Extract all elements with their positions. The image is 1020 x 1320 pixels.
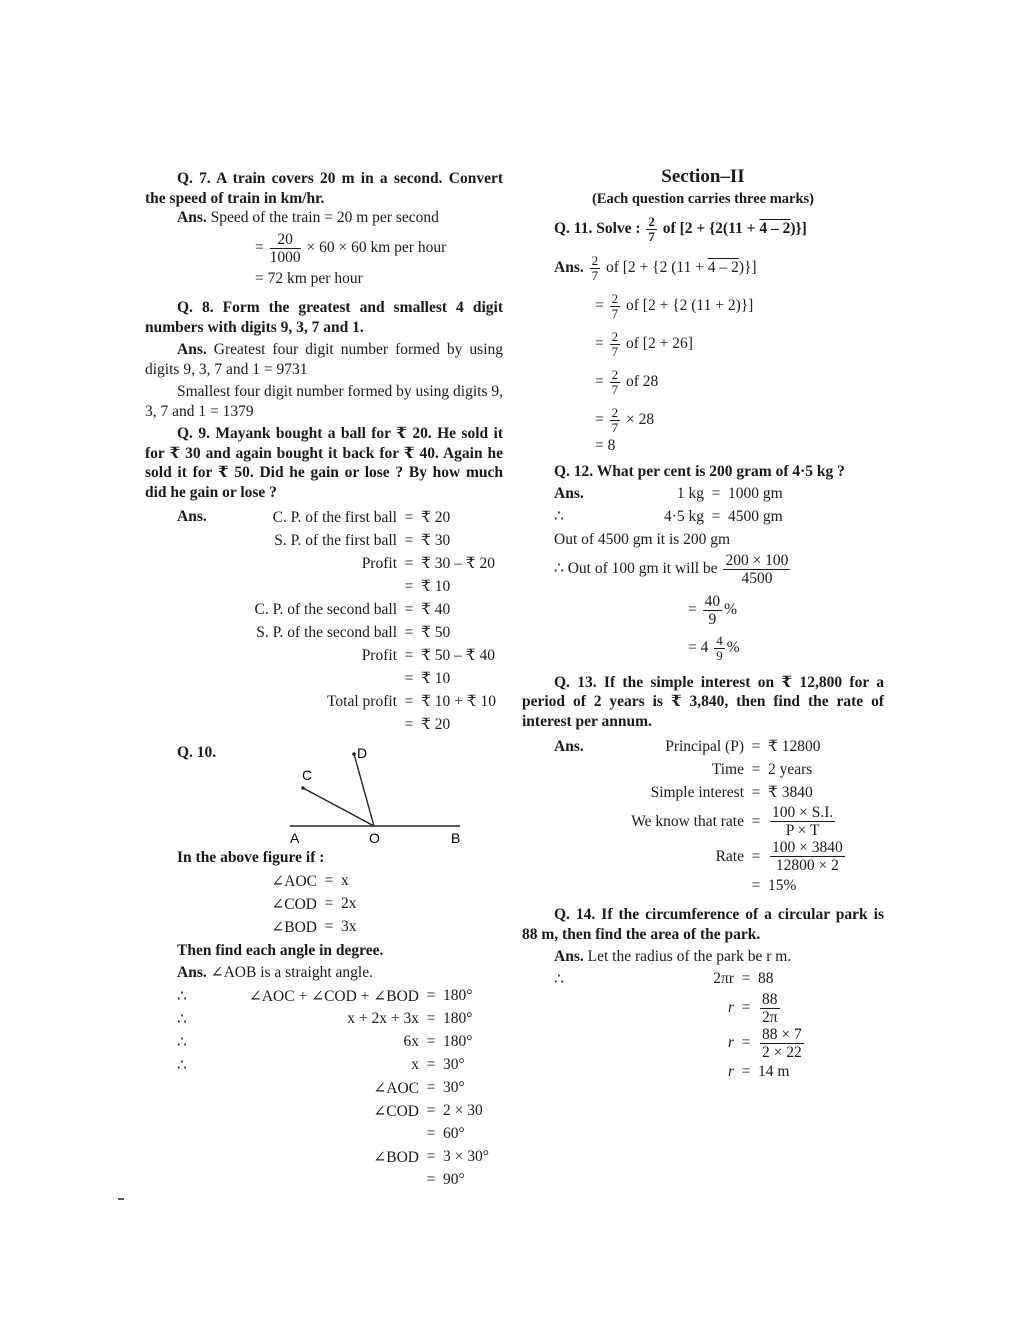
q10-step-left xyxy=(201,1169,419,1192)
q12-mixed-whole: 4 xyxy=(700,638,709,656)
q11-expr-pre: of [2 + {2(11 + xyxy=(662,220,756,238)
q12-row-1: Ans. 1 kg = 1000 gm xyxy=(554,482,783,505)
q14-s1-left: 2πr xyxy=(713,970,734,987)
q10-step-left: ∠COD xyxy=(373,1102,419,1120)
label-d: D xyxy=(357,745,368,761)
q10-step-right: 180° xyxy=(443,1010,473,1027)
label-a: A xyxy=(290,830,300,846)
q11-frac-num: 2 xyxy=(648,214,655,229)
q10-steps xyxy=(177,985,489,1192)
q10-step-right: 3 × 30° xyxy=(443,1148,489,1165)
q14-s2-den: 2π xyxy=(761,1008,778,1026)
q11-step-frac-num: 2 xyxy=(611,405,619,420)
margin-mark xyxy=(118,1198,124,1200)
label-c: C xyxy=(302,767,313,783)
ray-od xyxy=(354,754,374,826)
q10-step-row: ∠AOC = 30° xyxy=(177,1077,489,1100)
q11-step-frac-den: 7 xyxy=(611,420,619,435)
q14-s1-right: 88 xyxy=(758,970,774,987)
q11-step-frac-num: 2 xyxy=(611,367,619,382)
q14-therefore: ∴ xyxy=(554,970,564,988)
q9-row-value: ₹ 20 xyxy=(421,509,451,526)
q10-step-row: = 90° xyxy=(177,1169,489,1192)
q13-question: Q. 13. If the simple interest on ₹ 12,800 for a period of 2 years is ₹ 3,840, then find the rate of interest per annum. xyxy=(522,673,884,730)
q9-question: Q. 9. Mayank bought a ball for ₹ 20. He sold it for ₹ 30 and again bought it back for ₹ 40. Again he sold it for ₹ 50. Did he gain or lose ? By how much did he gain or lose ? xyxy=(145,425,503,501)
q10-step-right: 90° xyxy=(443,1171,465,1188)
q10-step-prefix xyxy=(177,1146,201,1169)
q12-ans-label: Ans. xyxy=(554,484,584,502)
q9-row: = ₹ 10 xyxy=(205,667,496,690)
q13-row-prefix xyxy=(554,758,594,781)
q10-step-row: ∠BOD = 3 × 30° xyxy=(177,1146,489,1169)
q14-row-1: ∴ 2πr = 88 xyxy=(554,968,806,991)
q13-row-prefix xyxy=(554,781,594,804)
q11-answer xyxy=(554,254,884,283)
q12-r2-left: 4·5 kg xyxy=(663,507,704,525)
q10-step-left: 6x xyxy=(403,1033,419,1050)
q9-row-value: ₹ 10 xyxy=(421,578,451,595)
q14-answer xyxy=(554,947,884,967)
q13-row-prefix: Ans. xyxy=(554,737,584,755)
q14-ans-text: Let the radius of the park be r m. xyxy=(587,948,792,965)
q12-pct-1: % xyxy=(724,600,738,618)
q9-row-value: ₹ 50 – ₹ 40 xyxy=(421,647,495,664)
q11-step-frac-den: 7 xyxy=(611,382,619,397)
q14-s2-left: r xyxy=(727,999,734,1016)
ray-oc xyxy=(303,788,374,826)
q11-step-frac-num: 2 xyxy=(611,291,619,306)
q9-row: Profit = ₹ 50 – ₹ 40 xyxy=(205,644,496,667)
point-c xyxy=(301,786,305,790)
q9-row-label: C. P. of the second ball xyxy=(254,600,397,618)
q9-row: Profit = ₹ 30 – ₹ 20 xyxy=(205,552,496,575)
q8-question: Q. 8. Form the greatest and smallest 4 digit numbers with digits 9, 3, 7 and 1. xyxy=(145,299,503,336)
q10-step-right: 30° xyxy=(443,1079,465,1096)
q10-step-right: 60° xyxy=(443,1125,465,1142)
q10-given-value: x xyxy=(341,872,349,889)
q10-step-prefix: ∴ xyxy=(177,1033,187,1051)
q8-ans-text: Greatest four digit number formed by using digits 9, 3, 7 and 1 = 9731 xyxy=(145,341,504,378)
q12-line3: Out of 4500 gm it is 200 gm xyxy=(554,531,731,548)
q11-step: = $\frac{2}{7}$ of [2 + 26] xyxy=(595,329,693,359)
q13-row-value: ₹ 3840 xyxy=(768,784,813,801)
section-title: Section–II xyxy=(661,166,745,187)
q14-frac-2 xyxy=(760,1026,804,1061)
q9-ans-label: Ans. xyxy=(177,508,207,525)
q13-rate-row: We know that rate = $\frac{100 \times S.I.}{P \times T}$ xyxy=(554,804,847,839)
q13-rate-num: 100 × S.I. xyxy=(772,804,834,821)
q9-row: = ₹ 10 xyxy=(205,575,496,598)
q13-table xyxy=(554,735,847,897)
q8-answer-2: Smallest four digit number formed by using digits 9, 3, 7 and 1 = 1379 xyxy=(145,383,503,420)
q13-row-label: Time xyxy=(711,760,744,778)
q11-ans-bar: 4 – 2 xyxy=(707,259,739,277)
q11-step: = $\frac{2}{7}$ of [2 + {2 (11 + 2)}] xyxy=(595,291,754,321)
q13-row-label: Simple interest xyxy=(650,783,744,801)
q10-step-prefix xyxy=(177,1100,201,1123)
q10-step-left: x + 2x + 3x xyxy=(347,1010,419,1027)
q11-ans-frac xyxy=(590,254,601,283)
q13-row: Simple interest = ₹ 3840 xyxy=(554,781,847,804)
q9-row-label: Profit xyxy=(361,554,397,572)
q9-row: S. P. of the second ball = ₹ 50 xyxy=(205,621,496,644)
q11-question xyxy=(554,215,884,244)
q12-f2-num: 40 xyxy=(704,592,721,610)
q14-s2-num: 88 xyxy=(762,990,778,1008)
q13-result-row: = 15% xyxy=(554,874,847,897)
point-d xyxy=(352,752,356,756)
q10-step-right: 180° xyxy=(443,1033,473,1050)
q10-ans-text: ∠AOB is a straight angle. xyxy=(210,964,373,981)
q12-frac-2 xyxy=(703,593,723,628)
q11-step-text: × 28 xyxy=(626,411,655,429)
label-o: O xyxy=(369,830,380,846)
q9-row-label: Profit xyxy=(361,646,397,664)
q10-step-left xyxy=(201,1123,419,1146)
q11-step-frac xyxy=(610,368,621,397)
q13-rate-den: P × T xyxy=(785,822,820,839)
q13-row-label: Principal (P) xyxy=(665,737,744,755)
q13-rate2-den: 12800 × 2 xyxy=(775,857,839,874)
q10-step-prefix: ∴ xyxy=(177,1056,187,1074)
q12-table xyxy=(554,482,783,528)
q10-label: Q. 10. xyxy=(177,744,217,761)
q12-r1-left: 1 kg xyxy=(676,484,704,502)
q10-step-row: ∴ x = 30° xyxy=(177,1054,489,1077)
q9-row-value: ₹ 10 + ₹ 10 xyxy=(421,693,496,710)
q10-step-left: x xyxy=(411,1056,419,1073)
q7-ans-text: Speed of the train = 20 m per second xyxy=(210,209,439,226)
q7-ans-label: Ans. xyxy=(177,209,207,226)
q7-frac-den: 1000 xyxy=(269,248,301,266)
q11-expr-post: )}] xyxy=(790,220,807,238)
q11-ans-frac-den: 7 xyxy=(591,268,599,283)
q14-s3-left: r xyxy=(727,1034,734,1051)
q9-table xyxy=(205,506,496,736)
q11-step-text: of [2 + {2 (11 + 2)}] xyxy=(626,297,754,315)
q10-ans-label: Ans. xyxy=(177,964,207,981)
label-b: B xyxy=(451,830,461,846)
q12-f2-den: 9 xyxy=(708,610,717,628)
q11-frac xyxy=(646,215,657,244)
q10-step-prefix xyxy=(177,1169,201,1192)
q12-question: Q. 12. What per cent is 200 gram of 4·5 kg ? xyxy=(554,462,845,480)
q10-intro: In the above figure if : xyxy=(177,849,325,866)
q11-step-frac xyxy=(610,292,621,321)
q10-given xyxy=(263,870,357,939)
q10-given-value: 2x xyxy=(341,895,357,912)
q13-row-value: ₹ 12800 xyxy=(768,738,821,755)
angle-figure xyxy=(145,744,503,848)
q14-row-3: r = $\frac{88 \times 7}{2 \times 22}$ xyxy=(727,1025,802,1061)
q12-f1-num: 200 × 100 xyxy=(725,551,789,569)
q10-given-row: ∠AOC = x xyxy=(263,870,357,893)
q14-row-2: r = $\frac{88}{2\pi}$ xyxy=(727,990,778,1026)
q14-ans-label: Ans. xyxy=(554,948,584,965)
q11-ans-pre: of [2 + {2 (11 + xyxy=(605,259,704,277)
q10-step-row: ∴ 6x = 180° xyxy=(177,1031,489,1054)
q12-mixed-den: 9 xyxy=(716,647,723,663)
q9-row-value: ₹ 10 xyxy=(421,670,451,687)
q7-answer xyxy=(145,208,503,228)
q11-step-frac xyxy=(610,330,621,359)
q11-ans-frac-num: 2 xyxy=(591,253,599,268)
q10-then: Then find each angle in degree. xyxy=(177,941,384,959)
q9-answer xyxy=(145,506,503,736)
q12-line4 xyxy=(554,552,884,587)
q12-row-2: ∴ 4·5 kg = 4500 gm xyxy=(554,505,783,528)
q11-step-frac-den: 7 xyxy=(611,344,619,359)
q10-given-angle: ∠AOC xyxy=(271,872,317,890)
q13-rate2-num: 100 × 3840 xyxy=(772,839,843,856)
q13-result: 15% xyxy=(768,876,797,894)
q11-frac-den: 7 xyxy=(648,229,655,244)
q9-row-value: ₹ 30 – ₹ 20 xyxy=(421,555,495,572)
q14-frac-1 xyxy=(760,991,780,1026)
q10-figure-block xyxy=(145,744,503,848)
q10-given-row: ∠BOD = 3x xyxy=(263,916,357,939)
q10-step-row: ∴ ∠AOC + ∠COD + ∠BOD = 180° xyxy=(177,985,489,1008)
q9-row: Total profit = ₹ 10 + ₹ 10 xyxy=(205,690,496,713)
q9-row: S. P. of the first ball = ₹ 30 xyxy=(205,529,496,552)
q12-step-3: = 4 $\frac{4}{9}$ % xyxy=(688,632,740,663)
q11-ans-label: Ans. xyxy=(554,259,584,277)
q14-s3-num: 88 × 7 xyxy=(762,1025,802,1043)
q10-step-right: 30° xyxy=(443,1056,465,1073)
section-subtitle: (Each question carries three marks) xyxy=(591,191,815,207)
q10-step-left: ∠AOC + ∠COD + ∠BOD xyxy=(248,987,419,1005)
q12-pct-2: % xyxy=(726,638,740,656)
q10-given-value: 3x xyxy=(341,918,357,935)
q10-step-prefix xyxy=(177,1077,201,1100)
q7-step1 xyxy=(255,231,503,266)
q11-steps xyxy=(595,292,884,435)
q10-step-left: ∠BOD xyxy=(373,1148,419,1166)
q11-label: Q. 11. Solve : xyxy=(554,220,641,238)
q11-step-frac-den: 7 xyxy=(611,306,619,321)
q10-step-right: 2 × 30 xyxy=(443,1102,483,1119)
q14-table xyxy=(554,968,806,1084)
q10-given-angle: ∠BOD xyxy=(271,918,317,936)
q8-ans-label: Ans. xyxy=(177,341,207,358)
q11-expr-bar: 4 – 2 xyxy=(759,220,791,238)
q13-rate-frac xyxy=(770,804,835,839)
q9-row: = ₹ 20 xyxy=(205,713,496,736)
q9-row-label xyxy=(205,667,397,690)
q13-rate2-row: Rate = $\frac{100 \times 3840}{12800 \times 2}$ xyxy=(554,839,847,874)
q9-row-value: ₹ 30 xyxy=(421,532,451,549)
q13-rate-label: We know that rate xyxy=(631,812,744,830)
q10-step-left: ∠AOC xyxy=(373,1079,419,1097)
q9-row: C. P. of the first ball = ₹ 20 xyxy=(205,506,496,529)
q11-ans-post: )}] xyxy=(738,259,757,277)
q9-row-value: ₹ 40 xyxy=(421,601,451,618)
q14-question: Q. 14. If the circumference of a circular park is 88 m, then find the area of the park. xyxy=(522,906,884,943)
q11-step: = $\frac{2}{7}$ of 28 xyxy=(595,367,659,397)
q12-r2-right: 4500 gm xyxy=(728,507,783,525)
q7-question: Q. 7. A train covers 20 m in a second. Convert the speed of train in km/hr. xyxy=(145,170,503,207)
q9-row-label: Total profit xyxy=(327,692,397,710)
q10-step-row: ∠COD = 2 × 30 xyxy=(177,1100,489,1123)
q13-rate2-label: Rate xyxy=(715,847,744,865)
q11-step-frac-num: 2 xyxy=(611,329,619,344)
q11-step-text: of 28 xyxy=(626,373,659,391)
q10-step-prefix: ∴ xyxy=(177,987,187,1005)
q7-step2: = 72 km per hour xyxy=(255,269,363,287)
left-column xyxy=(145,165,503,1192)
q10-given-angle: ∠COD xyxy=(271,895,317,913)
q10-answer xyxy=(177,963,503,983)
q10-step-row: ∴ x + 2x + 3x = 180° xyxy=(177,1008,489,1031)
q10-step-prefix xyxy=(177,1123,201,1146)
right-column xyxy=(522,165,884,1084)
q13-row-value: 2 years xyxy=(768,760,813,778)
q11-final: = 8 xyxy=(595,437,616,454)
q12-frac-1 xyxy=(723,552,790,587)
q12-frac-3 xyxy=(714,634,725,663)
q11-step-frac xyxy=(610,406,621,435)
q13-rate2-frac xyxy=(770,839,845,874)
q7-eq-sign: = xyxy=(255,238,264,256)
q14-s3-den: 2 × 22 xyxy=(762,1043,802,1061)
q12-r1-right: 1000 gm xyxy=(728,484,783,502)
q14-s4-left: r xyxy=(727,1063,734,1080)
q12-mixed-num: 4 xyxy=(716,632,723,648)
q10-step-prefix: ∴ xyxy=(177,1010,187,1028)
q9-row-label xyxy=(205,713,397,736)
q7-step1-post: × 60 × 60 km per hour xyxy=(306,238,447,256)
q10-step-row: = 60° xyxy=(177,1123,489,1146)
q9-row-label: S. P. of the second ball xyxy=(256,623,397,641)
q10-step-right: 180° xyxy=(443,987,473,1004)
q12-f1-den: 4500 xyxy=(741,569,773,587)
q13-row: Time = 2 years xyxy=(554,758,847,781)
q8-answer xyxy=(145,340,503,379)
q12-line4-text: ∴ Out of 100 gm it will be xyxy=(554,559,718,577)
q7-fraction xyxy=(270,231,301,266)
q9-row-label xyxy=(205,575,397,598)
q12-step-2: = $\frac{40}{9}$ % xyxy=(688,592,738,628)
q7-frac-num: 20 xyxy=(270,231,301,249)
q9-row-value: ₹ 20 xyxy=(421,716,451,733)
q12-r2-therefore: ∴ xyxy=(554,508,564,525)
q9-row-label: C. P. of the first ball xyxy=(272,508,397,526)
q9-row-label: S. P. of the first ball xyxy=(274,531,397,549)
q14-s4-right: 14 m xyxy=(758,1063,790,1080)
q10-given-row: ∠COD = 2x xyxy=(263,893,357,916)
q11-step-text: of [2 + 26] xyxy=(626,335,693,353)
q14-row-4: r = 14 m xyxy=(554,1061,806,1084)
q13-row: Ans. Principal (P) = ₹ 12800 xyxy=(554,735,847,758)
q9-row-value: ₹ 50 xyxy=(421,624,451,641)
q11-step: = $\frac{2}{7}$ × 28 xyxy=(595,405,655,435)
q9-row: C. P. of the second ball = ₹ 40 xyxy=(205,598,496,621)
